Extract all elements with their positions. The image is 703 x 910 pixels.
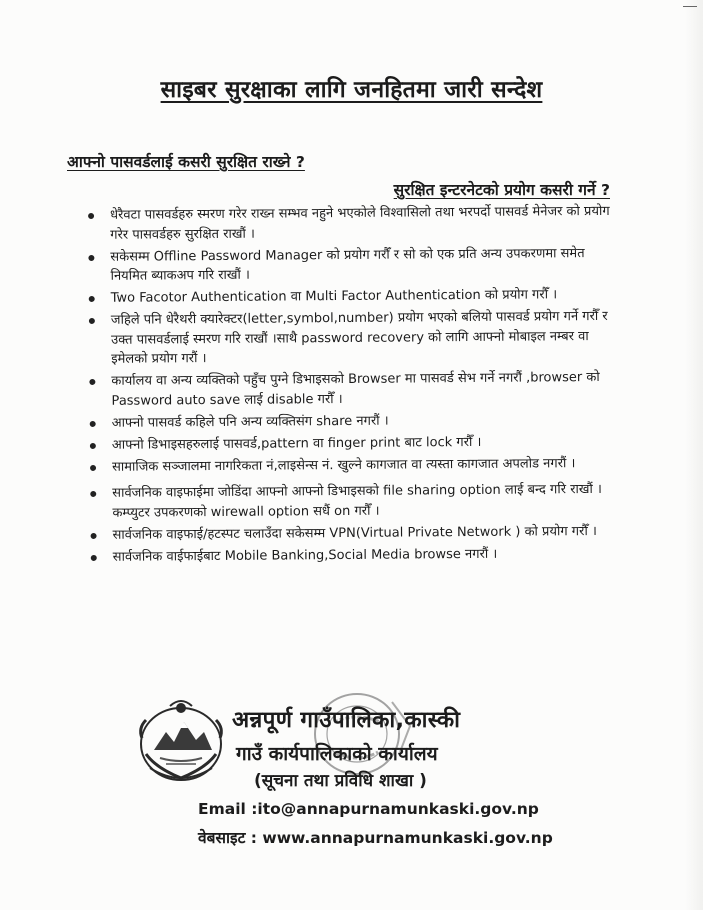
- advice-list: [86, 202, 619, 570]
- list-item: [87, 307, 617, 370]
- bullet-icon: [88, 254, 94, 260]
- bullet-icon: [91, 554, 97, 560]
- list-item: [88, 431, 618, 455]
- list-item: [88, 453, 618, 477]
- list-item-text: सार्वजनिक वाइफाईमा जोडिंदा आफ्नो आफ्नो डिभाइसको file sharing option लाई बन्द गरि राखौं ।कम्प्युटर उपकरणको wirewall option सधैं on गरौँ ।: [112, 481, 602, 521]
- nepal-government-emblem-icon: [136, 698, 226, 786]
- list-item: [89, 543, 619, 567]
- list-item-text: धेरैवटा पासवर्डहरु स्मरण गरेर राख्न सम्भव नहुने भएकोले विश्वासिलो तथा भरपर्दो पासवर्ड मेनेजर को प्रयोग गरेर पासवर्डहरु सुरक्षित राखौं ।: [110, 203, 610, 243]
- bullet-icon: [89, 318, 95, 324]
- list-item-text: सकेसम्म Offline Password Manager को प्रयोग गरौँ र सो को एक प्रति अन्य उपकरणमा समेत नियमित ब्याकअप गरि राखौं ।: [110, 245, 585, 284]
- municipality-name: अन्नपूर्ण गाउँपालिका,कास्की: [232, 707, 461, 733]
- list-item: [87, 368, 617, 411]
- website-contact: वेबसाइट : www.annapurnamunkaski.gov.np: [198, 829, 553, 847]
- bullet-icon: [90, 442, 96, 448]
- bullet-icon: [90, 464, 96, 470]
- list-item-text: सार्वजनिक वाईफाईबाट Mobile Banking,Social Media browse नगरौं ।: [112, 546, 498, 565]
- bullet-icon: [90, 420, 96, 426]
- notice-title: साइबर सुरक्षाका लागि जनहितमा जारी सन्देश: [160, 77, 543, 103]
- password-safety-heading: आफ्नो पासवर्डलाई कसरी सुरक्षित राख्ने ?: [67, 153, 305, 171]
- list-item: [88, 480, 618, 523]
- list-item-text: आफ्नो डिभाइसहरुलाई पासवर्ड,pattern वा finger print बाट lock गरौँ ।: [111, 434, 482, 453]
- bullet-icon: [91, 532, 97, 538]
- safe-internet-heading: सुरक्षित इन्टरनेटको प्रयोग कसरी गर्ने ?: [393, 181, 610, 199]
- list-item: [86, 243, 616, 286]
- list-item: [88, 409, 618, 433]
- list-item-text: सार्वजनिक वाइफाई/हटस्पट चलाउँदा सकेसम्म VPN(Virtual Private Network ) को प्रयोग गरौँ ।: [112, 523, 597, 543]
- list-item: [89, 521, 619, 545]
- office-name: गाउँ कार्यपालिकाको कार्यालय: [236, 743, 438, 765]
- list-item-text: जहिले पनि धेरैथरी क्यारेक्टर(letter,symbol,number) प्रयोग भएको बलियो पासवर्ड प्रयोग गर्ने गरौँ र उक्त पासवर्डलाई स्मरण गरि राखौं ।साथै password recovery को लागि आफ्नो मोबाइल नम्बर वा इमेलको प्रयोग गरौं ।: [110, 308, 608, 367]
- bullet-icon: [89, 379, 95, 385]
- scan-edge-shadow: [685, 0, 703, 910]
- list-item-text: कार्यालय वा अन्य व्यक्तिको पहुँच पुग्ने डिभाइसको Browser मा पासवर्ड सेभ गर्ने नगरौं ,browser को Password auto save लाई disable गरौँ ।: [111, 369, 600, 409]
- scan-corner-mark: [683, 6, 697, 7]
- list-item: [86, 202, 616, 245]
- bullet-icon: [90, 491, 96, 497]
- list-item: [87, 285, 617, 309]
- list-item-text: Two Facotor Authentication वा Multi Factor Authentication को प्रयोग गरौँ ।: [110, 287, 558, 306]
- email-contact: Email :ito@annapurnamunkaski.gov.np: [198, 800, 539, 818]
- bullet-icon: [88, 213, 94, 219]
- list-item-text: आफ्नो पासवर्ड कहिले पनि अन्य व्यक्तिसंग share नगरौं ।: [111, 413, 389, 431]
- list-item-text: सामाजिक सञ्जालमा नागरिकता नं,लाइसेन्स नं. खुल्ने कागजात वा त्यस्ता कागजात अपलोड नगरौं ।: [111, 455, 576, 475]
- section-name: (सूचना तथा प्रविधि शाखा ): [254, 771, 427, 791]
- bullet-icon: [89, 296, 95, 302]
